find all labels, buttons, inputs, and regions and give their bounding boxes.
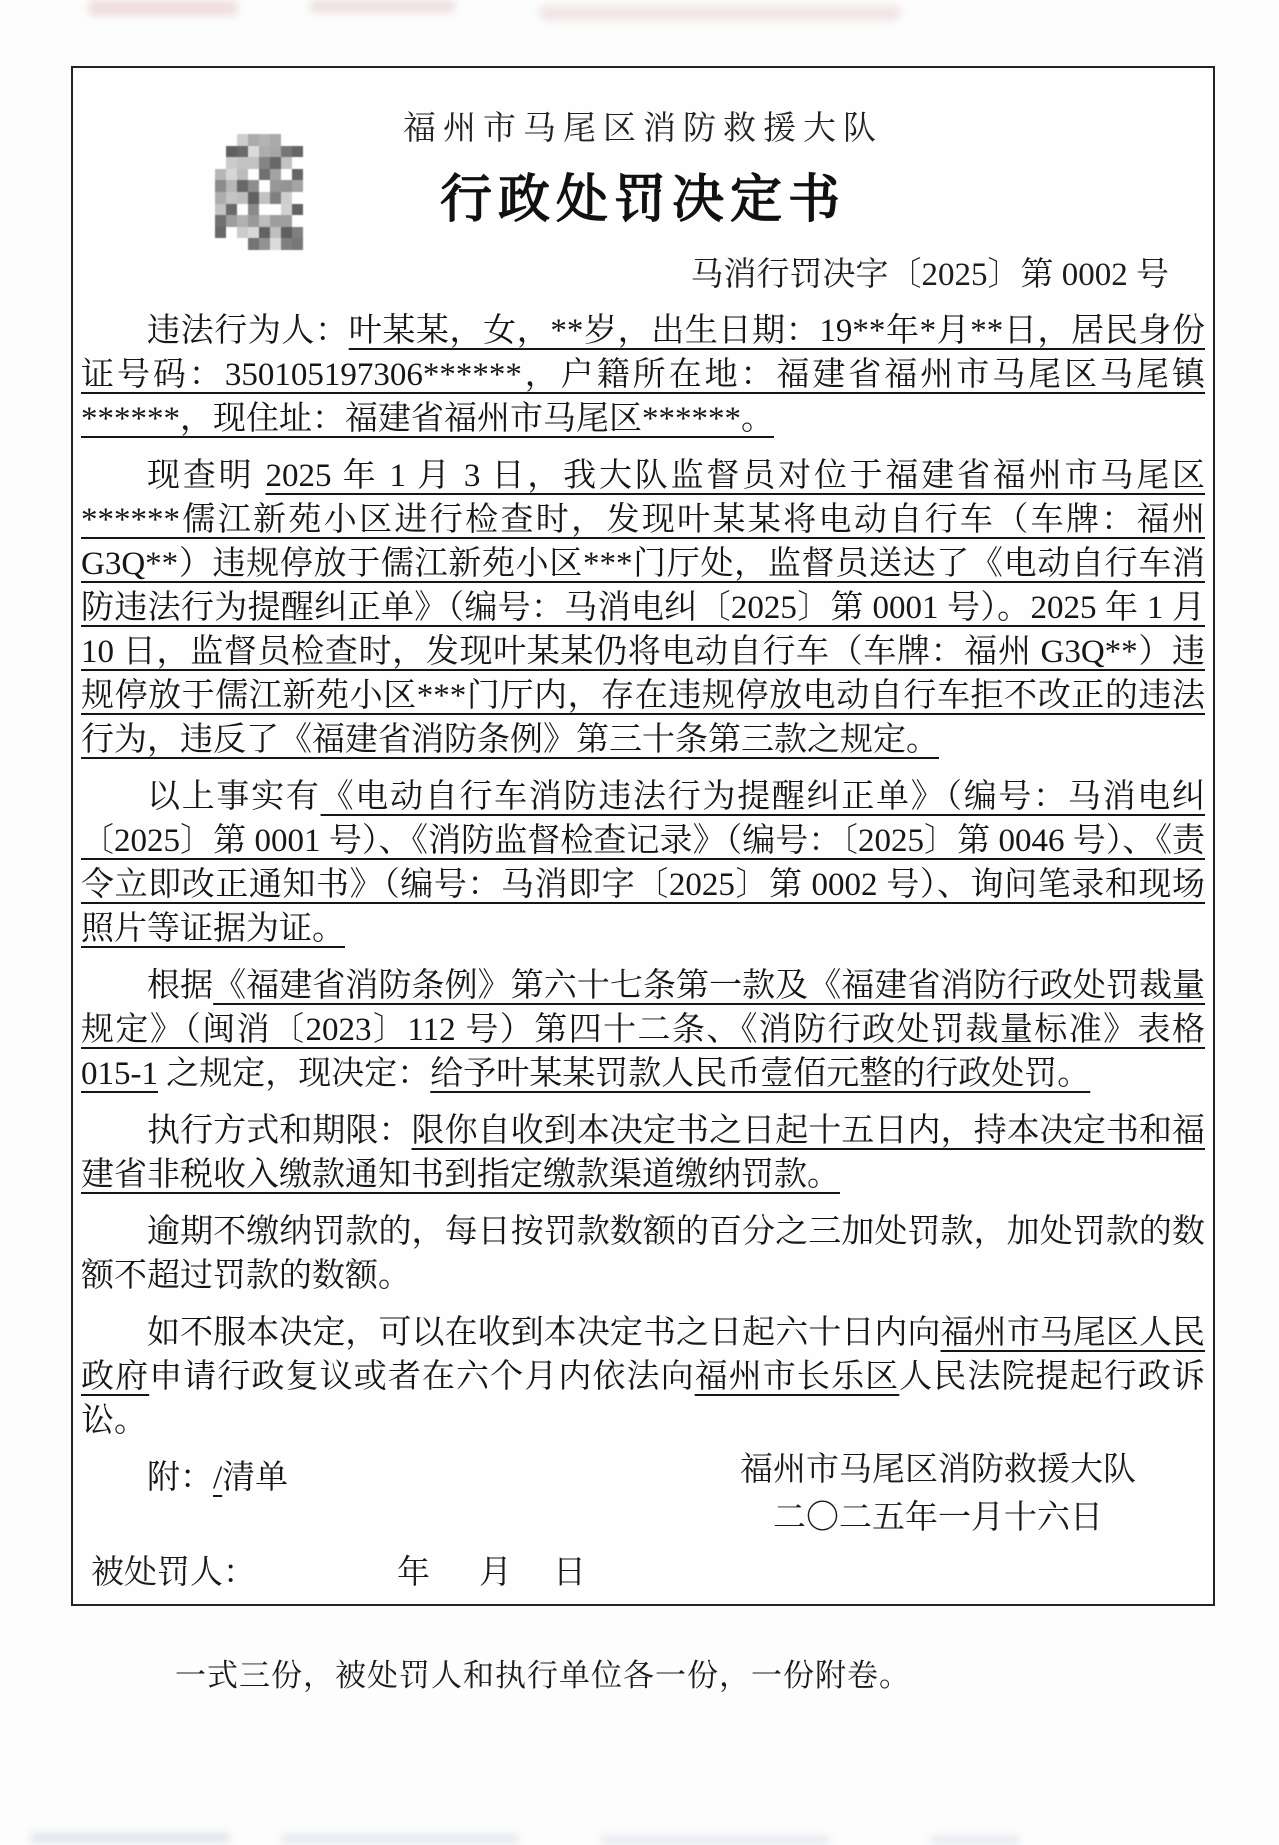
redaction-smudge-top xyxy=(310,0,455,13)
paragraph-text: 人民法院提起行政诉讼。 xyxy=(81,1359,1205,1439)
distribution-note: 一式三份，被处罚人和执行单位各一份，一份附卷。 xyxy=(175,1658,911,1693)
signature-block xyxy=(703,1446,1173,1542)
paragraph-text: 附： xyxy=(147,1460,213,1496)
underlined-filled-text: 福州市马尾区人民政府 xyxy=(81,1315,1206,1395)
document-title: 行政处罚决定书 xyxy=(439,172,846,229)
issuing-org-header: 福州市马尾区消防救援大队 xyxy=(403,111,883,147)
paragraph-text: 执行方式和期限： xyxy=(147,1113,412,1149)
paragraph-text: 之规定，现决定： xyxy=(158,1056,431,1092)
underlined-filled-text: 2025 年 1 月 3 日，我大队监督员对位于福建省福州市马尾区******儒江新苑小区进行检查时，发现叶某某将电动自行车（车牌：福州 G3Q**）违规停放于儒江新苑小区***门厅处，监督员送达了《电动自行车消防违法行为提醒纠正单》（编号：马消电纠〔2025〕第 0001 号）。2025 年 1 月 10 日，监督员检查时，发现叶某某仍将电动自行车（车牌：福州 G3Q**）违规停放于儒江新苑小区***门厅内，存在违规停放电动自行车拒不改正的违法行为，违反了《福建省消防条例》第三十条第三款之规定。 xyxy=(81,458,1206,758)
redaction-smudge-bottom xyxy=(280,1834,520,1844)
redaction-smudge-top xyxy=(88,0,238,16)
paragraph-text: 根据 xyxy=(147,968,214,1004)
redaction-smudge-bottom xyxy=(30,1832,230,1844)
redaction-smudge-bottom xyxy=(930,1835,1020,1845)
document-number: 马消行罚决字〔2025〕第 0002 号 xyxy=(690,257,1169,293)
redaction-smudge-bottom xyxy=(600,1835,830,1845)
underlined-filled-text: 《电动自行车消防违法行为提醒纠正单》（编号：马消电纠〔2025〕第 0001 号）、《消防监督检查记录》（编号：〔2025〕第 0046 号）、《责令立即改正通知书》（编号：马消即字〔2025〕第 0002 号）、询问笔录和现场照片等证据为证。 xyxy=(81,779,1206,947)
paragraph-text: 清单 xyxy=(222,1460,289,1496)
redacted-stamp-mosaic-icon xyxy=(215,134,303,250)
body-paragraph xyxy=(81,1109,1205,1197)
underlined-filled-text: 叶某某，女，**岁，出生日期：19**年*月**日，居民身份证号码：350105197306******，户籍所在地：福建省福州市马尾区马尾镇******，现住址：福建省福州市马尾区******。 xyxy=(81,313,1206,437)
body-paragraph xyxy=(81,454,1205,762)
year-blank-label: 年 xyxy=(397,1555,430,1591)
body-paragraph xyxy=(81,964,1205,1096)
recipient-sign-row xyxy=(87,1546,1199,1590)
signature-date: 二〇二五年一月十六日 xyxy=(773,1500,1103,1536)
paragraph-text: 逾期不缴纳罚款的，每日按罚款数额的百分之三加处罚款，加处罚款的数额不超过罚款的数额。 xyxy=(81,1214,1205,1294)
paragraph-text: 申请行政复议或者在六个月内依法向 xyxy=(149,1359,695,1395)
underlined-filled-text: 《福建省消防条例》第六十七条第一款及《福建省消防行政处罚裁量规定》（闽消〔2023〕112 号）第四十二条、《消防行政处罚裁量标准》表格 015-1 xyxy=(81,968,1206,1092)
paragraph-text: 以上事实有 xyxy=(147,779,321,815)
recipient-label: 被处罚人： xyxy=(91,1555,256,1591)
underlined-filled-text: / xyxy=(213,1460,223,1496)
document-body xyxy=(81,309,1205,1500)
redaction-smudge-top xyxy=(540,5,900,21)
underlined-filled-text: 福州市长乐区 xyxy=(694,1359,900,1395)
body-paragraph xyxy=(81,309,1205,441)
paragraph-text: 如不服本决定，可以在收到本决定书之日起六十日内向 xyxy=(147,1315,941,1351)
body-paragraph xyxy=(81,775,1205,951)
underlined-filled-text: 给予叶某某罚款人民币壹佰元整的行政处罚。 xyxy=(430,1056,1091,1092)
body-paragraph xyxy=(81,1210,1205,1298)
paragraph-text: 现查明 xyxy=(147,458,266,494)
underlined-filled-text: 限你自收到本决定书之日起十五日内，持本决定书和福建省非税收入缴款通知书到指定缴款渠道缴纳罚款。 xyxy=(81,1113,1206,1193)
month-blank-label: 月 xyxy=(479,1555,512,1591)
document-border-frame xyxy=(71,66,1215,1606)
body-paragraph xyxy=(81,1311,1205,1443)
day-blank-label: 日 xyxy=(553,1555,586,1591)
paragraph-text: 违法行为人： xyxy=(147,313,349,349)
signature-org: 福州市马尾区消防救援大队 xyxy=(740,1452,1136,1488)
